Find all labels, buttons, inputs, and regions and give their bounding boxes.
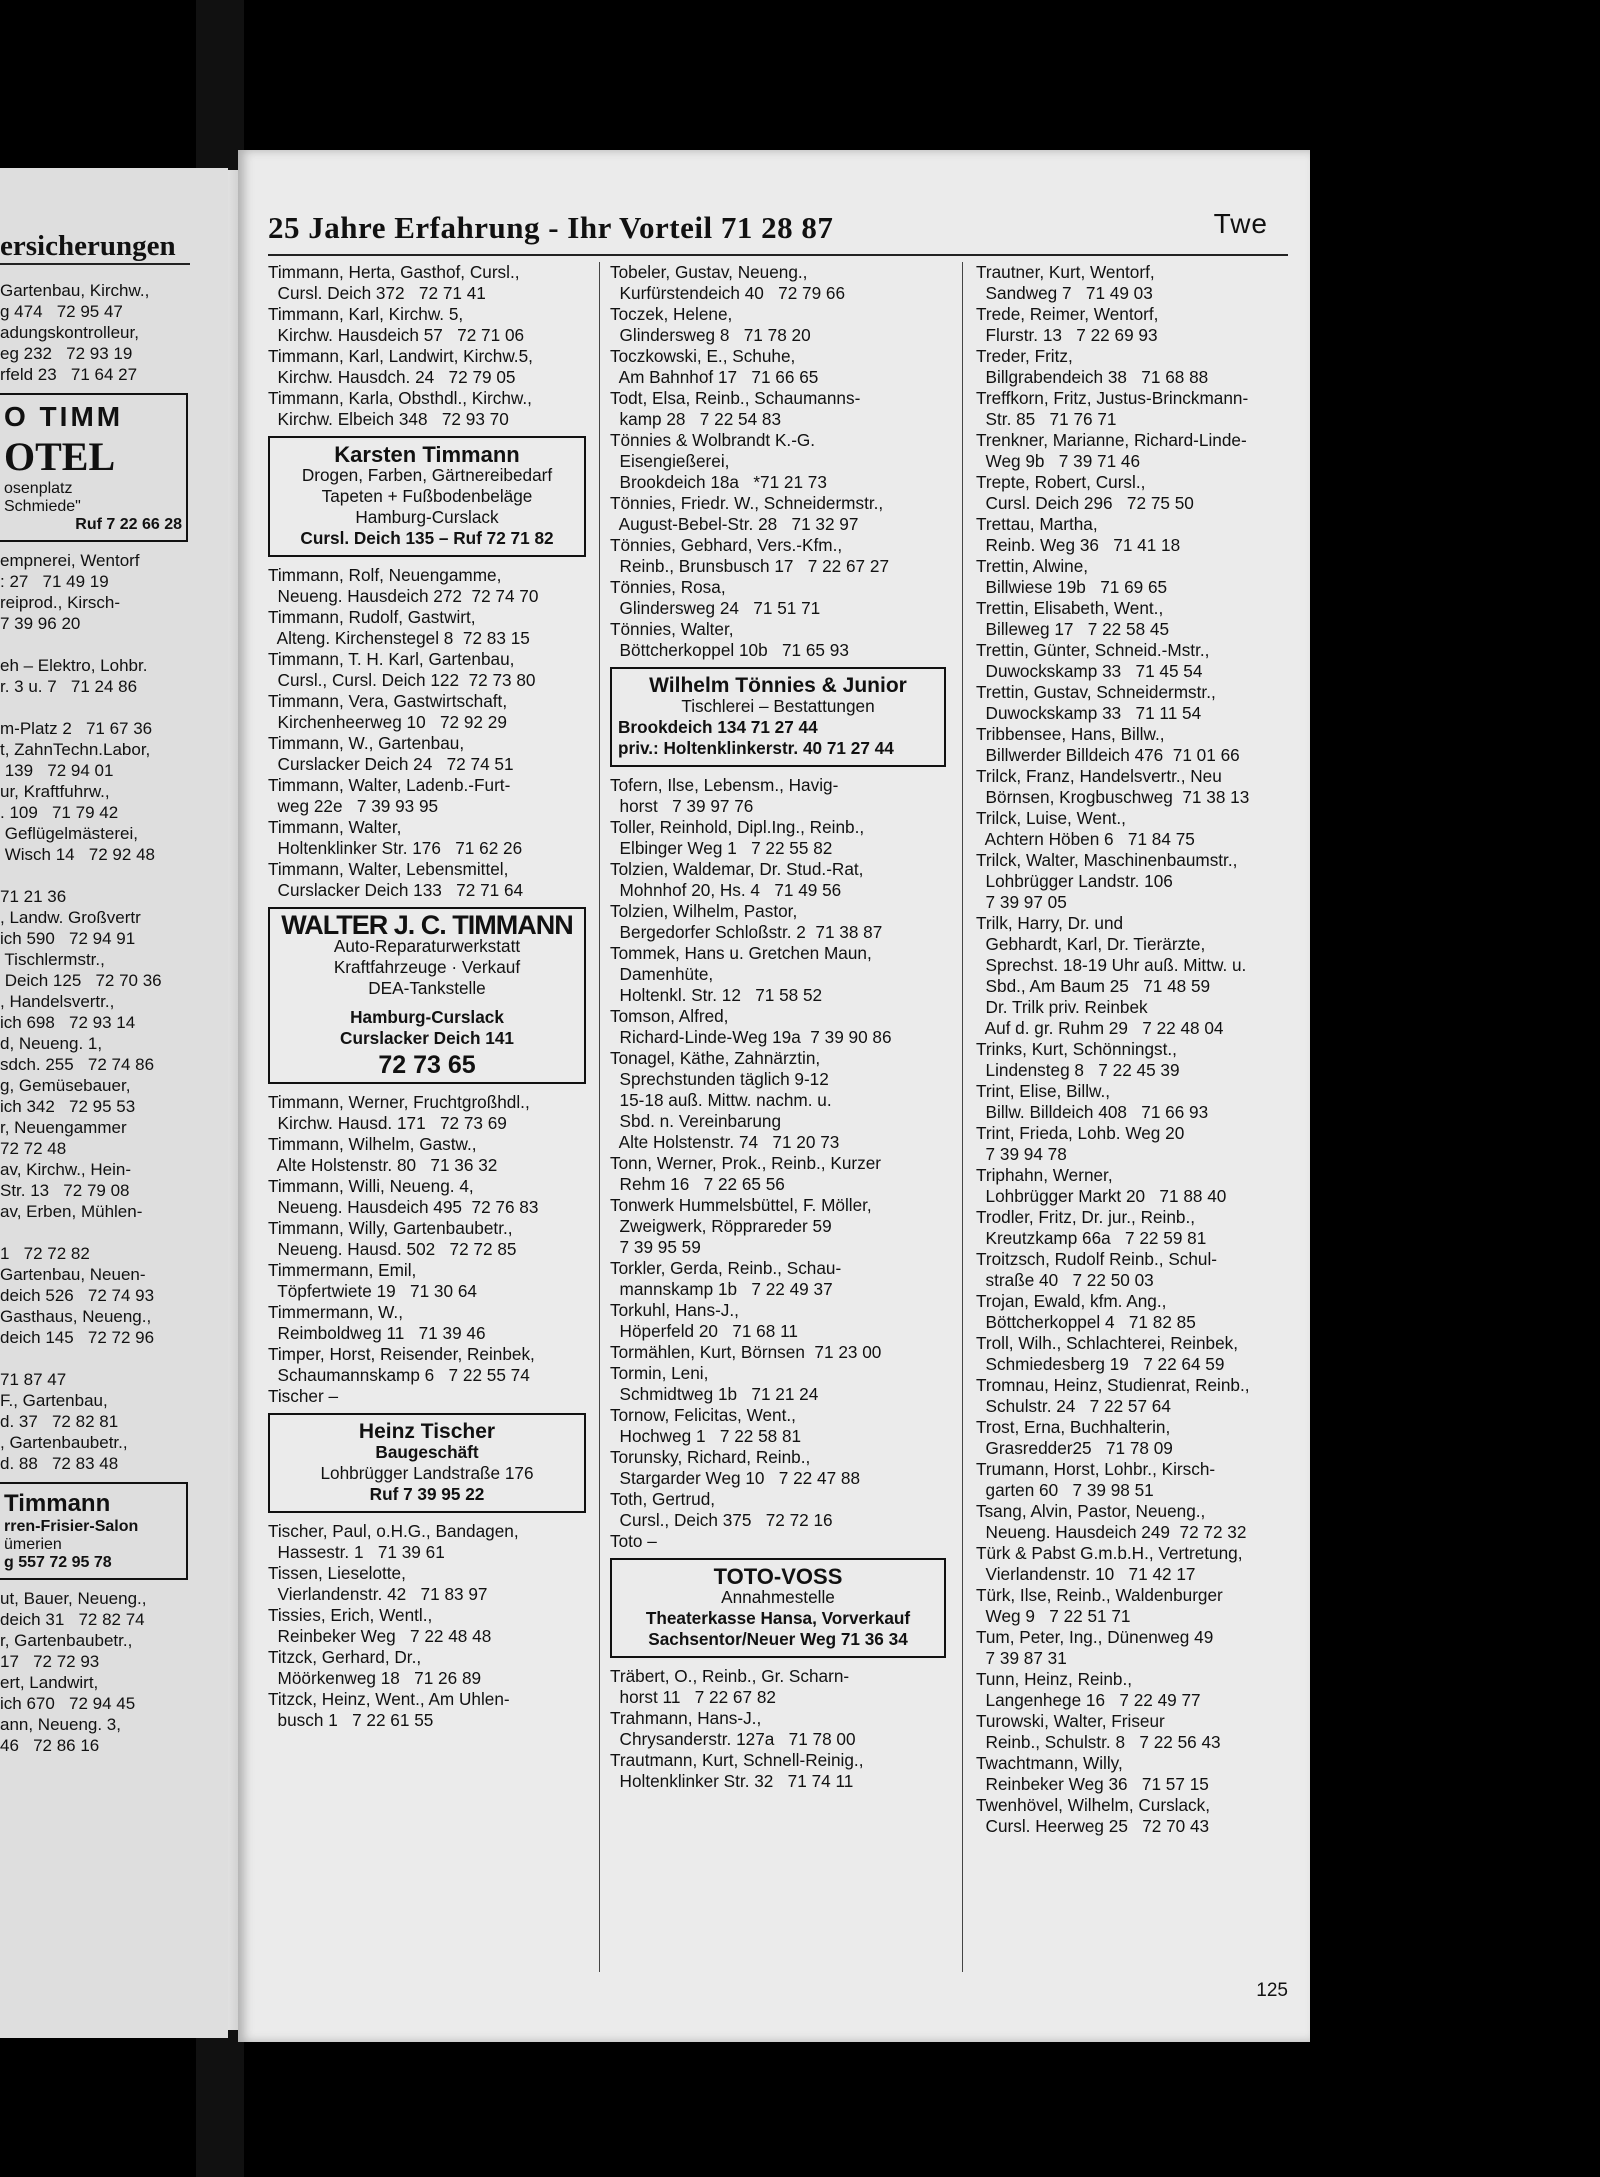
ad-line-line3: osenplatz [4, 480, 73, 497]
directory-entry: F., Gartenbau, [0, 1391, 108, 1410]
directory-entry: Tönnies, Walter, [610, 619, 734, 639]
directory-entry: Trint, Elise, Billw., [976, 1081, 1111, 1101]
directory-entry: eh – Elektro, Lohbr. [0, 656, 148, 675]
page-number: 125 [1256, 1980, 1288, 2001]
directory-entry: Geflügelmästerei, [0, 824, 138, 843]
directory-entry: Tomson, Alfred, [610, 1006, 729, 1026]
directory-entry: , Handelsvertr., [0, 992, 115, 1011]
directory-entry: reiprod., Kirsch- [0, 593, 120, 612]
ad-line-name: Wilhelm Tönnies & Junior [649, 674, 907, 697]
directory-entry: Treder, Fritz, [976, 346, 1073, 366]
directory-entry: Str. 85 71 76 71 [976, 409, 1117, 429]
ad-line-line1: Drogen, Farben, Gärtnereibedarf [301, 465, 553, 485]
directory-entry: 7 39 94 78 [976, 1144, 1067, 1164]
directory-entry: Schmidtweg 1b 71 21 24 [610, 1384, 819, 1404]
directory-entry: Richard-Linde-Weg 19a 7 39 90 86 [610, 1027, 892, 1047]
ad-line-line4: Cursl. Deich 135 – Ruf 72 71 82 [300, 528, 554, 548]
directory-entry: Sprechst. 18-19 Uhr auß. Mittw. u. [976, 955, 1247, 975]
directory-entry: Am Bahnhof 17 71 66 65 [610, 367, 819, 387]
directory-entry: Tonn, Werner, Prok., Reinb., Kurzer [610, 1153, 881, 1173]
directory-entry: Trettin, Gustav, Schneidermstr., [976, 682, 1216, 702]
directory-entry: d, Neueng. 1, [0, 1034, 103, 1053]
directory-entry: Lindensteg 8 7 22 45 39 [976, 1060, 1180, 1080]
ad-line-line5: Curslacker Deich 141 [340, 1028, 514, 1048]
directory-entry: Tischlermstr., [0, 950, 105, 969]
directory-entry: Kurfürstendeich 40 72 79 66 [610, 283, 846, 303]
directory-entry: Turowski, Walter, Friseur [976, 1711, 1165, 1731]
directory-entry: 7 39 95 59 [610, 1237, 701, 1257]
directory-entry: ur, Kraftfuhrw., [0, 782, 110, 801]
directory-entry: g, Gemüsebauer, [0, 1076, 131, 1095]
directory-entry: 17 72 72 93 [0, 1652, 100, 1671]
column-divider [599, 262, 600, 1972]
directory-entry: Alte Holstenstr. 74 71 20 73 [610, 1132, 840, 1152]
ad-line-line4: Hamburg-Curslack [350, 1007, 504, 1027]
ad-line-phone: 72 73 65 [378, 1051, 476, 1079]
directory-entry: Billwiese 19b 71 69 65 [976, 577, 1168, 597]
directory-entry: Torunsky, Richard, Reinb., [610, 1447, 811, 1467]
directory-entry: Wisch 14 72 92 48 [0, 845, 155, 864]
ad-line-line1: O TIMM [4, 401, 124, 432]
advertisement-box [0, 1482, 188, 1580]
directory-entry: Reinbeker Weg 36 71 57 15 [976, 1774, 1209, 1794]
ad-line-line2: OTEL [4, 434, 116, 479]
directory-entry: Trenkner, Marianne, Richard-Linde- [976, 430, 1247, 450]
advertisement-box [610, 667, 946, 767]
ad-line-line1: Tischlerei – Bestattungen [681, 696, 875, 716]
directory-entry: Vierlandenstr. 42 71 83 97 [268, 1584, 488, 1604]
ad-line-line2: Theaterkasse Hansa, Vorverkauf [645, 1608, 911, 1628]
directory-entry: Reinb., Brunsbusch 17 7 22 67 27 [610, 556, 890, 576]
directory-entry: Trahmann, Hans-J., [610, 1708, 762, 1728]
directory-entry: Tischer – [268, 1386, 339, 1406]
directory-entry: Lohbrügger Markt 20 71 88 40 [976, 1186, 1227, 1206]
ad-line-line2: Lohbrügger Landstraße 176 [320, 1463, 534, 1483]
left-page-entries [0, 280, 188, 1756]
directory-entry: Billgrabendeich 38 71 68 88 [976, 367, 1209, 387]
directory-entry: Tormählen, Kurt, Börnsen 71 23 00 [610, 1342, 882, 1362]
directory-entry [0, 1348, 188, 1369]
directory-entry: Mohnhof 20, Hs. 4 71 49 56 [610, 880, 842, 900]
directory-entry: 46 72 86 16 [0, 1736, 100, 1755]
directory-entry: Twachtmann, Willy, [976, 1753, 1123, 1773]
directory-entry: : 27 71 49 19 [0, 572, 109, 591]
directory-entry: Toth, Gertrud, [610, 1489, 716, 1509]
directory-entry: Tolzien, Waldemar, Dr. Stud.-Rat, [610, 859, 864, 879]
ad-line-line1: Timmann [4, 1490, 111, 1517]
directory-entry: Trojan, Ewald, kfm. Ang., [976, 1291, 1167, 1311]
directory-entry: Sandweg 7 71 49 03 [976, 283, 1153, 303]
directory-entry: Kirchenheerweg 10 72 92 29 [268, 712, 507, 732]
directory-entry: Timmann, Werner, Fruchtgroßhdl., [268, 1092, 530, 1112]
directory-entry: Gasthaus, Neueng., [0, 1307, 152, 1326]
directory-entry: Trilck, Luise, Went., [976, 808, 1126, 828]
ad-line-line1: Annahmestelle [721, 1587, 835, 1607]
directory-entry: Troll, Wilh., Schlachterei, Reinbek, [976, 1333, 1239, 1353]
directory-entry: Triphahn, Werner, [976, 1165, 1113, 1185]
directory-entry: Reimboldweg 11 71 39 46 [268, 1323, 486, 1343]
directory-entry: Duwockskamp 33 71 45 54 [976, 661, 1203, 681]
directory-entry: Grasredder25 71 78 09 [976, 1438, 1173, 1458]
directory-entry: Timmann, T. H. Karl, Gartenbau, [268, 649, 515, 669]
directory-entry: Stargarder Weg 10 7 22 47 88 [610, 1468, 861, 1488]
directory-entry: ann, Neueng. 3, [0, 1715, 121, 1734]
directory-entry: Toczkowski, E., Schuhe, [610, 346, 796, 366]
directory-entry: Kirchw. Elbeich 348 72 93 70 [268, 409, 509, 429]
directory-entry: straße 40 7 22 50 03 [976, 1270, 1154, 1290]
directory-entry: Kirchw. Hausd. 171 72 73 69 [268, 1113, 507, 1133]
ad-line-line3: ümerien [4, 1536, 62, 1553]
directory-entry: 7 39 96 20 [0, 614, 81, 633]
directory-entry: ich 698 72 93 14 [0, 1013, 136, 1032]
advertisement-box [268, 436, 586, 557]
directory-entry: Trettin, Elisabeth, Went., [976, 598, 1164, 618]
directory-entry: Neueng. Hausdeich 495 72 76 83 [268, 1197, 539, 1217]
left-page [0, 168, 228, 2038]
directory-entry: t, ZahnTechn.Labor, [0, 740, 151, 759]
ad-line-line2: Brookdeich 134 71 27 44 [618, 717, 818, 737]
directory-entry: Flurstr. 13 7 22 69 93 [976, 325, 1158, 345]
directory-entry: Tum, Peter, Ing., Dünenweg 49 [976, 1627, 1214, 1647]
directory-entry: Timmann, Walter, Ladenb.-Furt- [268, 775, 511, 795]
directory-entry: Timmann, Karl, Kirchw. 5, [268, 304, 464, 324]
directory-entry: Kirchw. Hausdch. 24 72 79 05 [268, 367, 516, 387]
directory-entry: Reinb. Weg 36 71 41 18 [976, 535, 1181, 555]
directory-entry: Sbd. n. Vereinbarung [610, 1111, 782, 1131]
directory-entry: Tobeler, Gustav, Neueng., [610, 262, 808, 282]
directory-entry: 71 21 36 [0, 887, 67, 906]
directory-entry: Trumann, Horst, Lohbr., Kirsch- [976, 1459, 1216, 1479]
directory-entry: Sbd., Am Baum 25 71 48 59 [976, 976, 1211, 996]
directory-entry: d. 88 72 83 48 [0, 1454, 119, 1473]
directory-entry: Duwockskamp 33 71 11 54 [976, 703, 1202, 723]
ad-line-line2: Tapeten + Fußbodenbeläge [321, 486, 533, 506]
directory-entry [0, 697, 188, 718]
directory-entry: ich 590 72 94 91 [0, 929, 136, 948]
directory-entry: rfeld 23 71 64 27 [0, 365, 138, 384]
directory-entry: Tönnies, Gebhard, Vers.-Kfm., [610, 535, 843, 555]
directory-entry: Billw. Billdeich 408 71 66 93 [976, 1102, 1209, 1122]
directory-entry: Tommek, Hans u. Gretchen Maun, [610, 943, 872, 963]
directory-entry: Türk, Ilse, Reinb., Waldenburger [976, 1585, 1223, 1605]
directory-entry: Torkuhl, Hans-J., [610, 1300, 739, 1320]
ad-line-name: Heinz Tischer [358, 1420, 496, 1443]
directory-entry: Weg 9 7 22 51 71 [976, 1606, 1131, 1626]
advertisement-box [268, 1413, 586, 1513]
directory-entry: August-Bebel-Str. 28 71 32 97 [610, 514, 859, 534]
directory-entry: garten 60 7 39 98 51 [976, 1480, 1154, 1500]
directory-entry: Tribbensee, Hans, Billw., [976, 724, 1165, 744]
directory-entry: adungskontrolleur, [0, 323, 139, 342]
directory-entry: 72 72 48 [0, 1139, 67, 1158]
directory-entry: Gartenbau, Neuen- [0, 1265, 146, 1284]
directory-entry [0, 1222, 188, 1243]
directory-entry: Schmiedesberg 19 7 22 64 59 [976, 1354, 1225, 1374]
directory-entry: Str. 13 72 79 08 [0, 1181, 130, 1200]
directory-entry: Timmann, Karl, Landwirt, Kirchw.5, [268, 346, 533, 366]
directory-entry: d. 37 72 82 81 [0, 1412, 119, 1431]
directory-entry: Vierlandenstr. 10 71 42 17 [976, 1564, 1196, 1584]
directory-entry: ert, Landwirt, [0, 1673, 99, 1692]
directory-entry: Elbinger Weg 1 7 22 55 82 [610, 838, 833, 858]
directory-entry: deich 526 72 74 93 [0, 1286, 155, 1305]
directory-entry: Zweigwerk, Röpprareder 59 [610, 1216, 832, 1236]
directory-entry: Schaumannskamp 6 7 22 55 74 [268, 1365, 530, 1385]
directory-entry: Töpfertwiete 19 71 30 64 [268, 1281, 477, 1301]
directory-entry: horst 11 7 22 67 82 [610, 1687, 776, 1707]
directory-entry: Toller, Reinhold, Dipl.Ing., Reinb., [610, 817, 865, 837]
directory-entry: Eisengießerei, [610, 451, 730, 471]
directory-entry: Tonagel, Käthe, Zahnärztin, [610, 1048, 821, 1068]
directory-entry: Achtern Höben 6 71 84 75 [976, 829, 1195, 849]
directory-entry [0, 865, 188, 886]
directory-entry: Billwerder Billdeich 476 71 01 66 [976, 745, 1240, 765]
directory-entry: ich 342 72 95 53 [0, 1097, 136, 1116]
directory-entry: Glindersweg 8 71 78 20 [610, 325, 811, 345]
directory-entry: Trettin, Alwine, [976, 556, 1089, 576]
ad-line-line4: g 557 72 95 78 [4, 1554, 112, 1571]
directory-entry: sdch. 255 72 74 86 [0, 1055, 155, 1074]
directory-entry: Neueng. Hausd. 502 72 72 85 [268, 1239, 517, 1259]
directory-entry: Tunn, Heinz, Reinb., [976, 1669, 1133, 1689]
column-divider [962, 262, 963, 1972]
directory-entry: r, Neuengammer [0, 1118, 127, 1137]
directory-entry: Chrysanderstr. 127a 71 78 00 [610, 1729, 856, 1749]
directory-entry: Dr. Trilk priv. Reinbek [976, 997, 1148, 1017]
directory-entry: Timmann, Walter, Lebensmittel, [268, 859, 509, 879]
directory-entry: Timmann, Vera, Gastwirtschaft, [268, 691, 508, 711]
right-page [238, 150, 1310, 2042]
directory-entry: Tissen, Lieselotte, [268, 1563, 406, 1583]
directory-column-3 [976, 262, 1294, 1837]
ad-line-line2: Kraftfahrzeuge · Verkauf [333, 957, 521, 977]
directory-entry: Timmann, Wilhelm, Gastw., [268, 1134, 477, 1154]
directory-entry: Börnsen, Krogbuschweg 71 38 13 [976, 787, 1250, 807]
directory-entry: Titzck, Gerhard, Dr., [268, 1647, 422, 1667]
directory-entry: av, Kirchw., Hein- [0, 1160, 132, 1179]
directory-entry: Tolzien, Wilhelm, Pastor, [610, 901, 798, 921]
directory-entry: Tonwerk Hummelsbüttel, F. Möller, [610, 1195, 872, 1215]
directory-entry: Langenhege 16 7 22 49 77 [976, 1690, 1201, 1710]
directory-entry: Trilck, Franz, Handelsvertr., Neu [976, 766, 1222, 786]
directory-entry: Holtenklinker Str. 176 71 62 26 [268, 838, 523, 858]
directory-entry: Cursl. Deich 296 72 75 50 [976, 493, 1194, 513]
directory-entry: Timmann, W., Gartenbau, [268, 733, 465, 753]
directory-entry: empnerei, Wentorf [0, 551, 140, 570]
ad-line-line3: priv.: Holtenklinkerstr. 40 71 27 44 [618, 738, 894, 758]
page-header [268, 208, 1288, 256]
header-slogan: 25 Jahre Erfahrung - Ihr Vorteil 71 28 87 [268, 210, 834, 245]
directory-entry: Schulstr. 24 7 22 57 64 [976, 1396, 1171, 1416]
advertisement-box [268, 907, 586, 1084]
directory-entry: Titzck, Heinz, Went., Am Uhlen- [268, 1689, 510, 1709]
ad-line-line2: rren-Frisier-Salon [4, 1518, 139, 1535]
directory-entry: Tönnies & Wolbrandt K.-G. [610, 430, 816, 450]
directory-entry: Troitzsch, Rudolf Reinb., Schul- [976, 1249, 1218, 1269]
directory-entry: Träbert, O., Reinb., Gr. Scharn- [610, 1666, 850, 1686]
ad-line-line1: Auto-Reparaturwerkstatt [333, 936, 521, 956]
directory-entry [0, 634, 188, 655]
directory-entry: ut, Bauer, Neueng., [0, 1589, 147, 1608]
directory-entry: Damenhüte, [610, 964, 714, 984]
directory-entry: Rehm 16 7 22 65 56 [610, 1174, 785, 1194]
header-alpha-tag: Twe [1213, 208, 1268, 239]
directory-entry: Timmermann, Emil, [268, 1260, 417, 1280]
directory-entry: Hassestr. 1 71 39 61 [268, 1542, 445, 1562]
directory-entry: Toczek, Helene, [610, 304, 733, 324]
ad-line-line3: Ruf 7 39 95 22 [369, 1484, 485, 1504]
directory-entry: Bergedorfer Schloßstr. 2 71 38 87 [610, 922, 883, 942]
directory-entry: Türk & Pabst G.m.b.H., Vertretung, [976, 1543, 1243, 1563]
directory-entry: 1 72 72 82 [0, 1244, 90, 1263]
directory-entry: Gartenbau, Kirchw., [0, 281, 150, 300]
directory-entry: Reinbeker Weg 7 22 48 48 [268, 1626, 492, 1646]
directory-column-1 [268, 262, 586, 1731]
directory-entry: Weg 9b 7 39 71 46 [976, 451, 1141, 471]
directory-entry: ich 670 72 94 45 [0, 1694, 136, 1713]
ad-line-line5: Ruf 7 22 66 28 [75, 516, 182, 533]
directory-entry: Cursl., Cursl. Deich 122 72 73 80 [268, 670, 536, 690]
directory-entry: Trepte, Robert, Cursl., [976, 472, 1146, 492]
directory-entry: Auf d. gr. Ruhm 29 7 22 48 04 [976, 1018, 1224, 1038]
directory-entry: Cursl., Deich 375 72 72 16 [610, 1510, 833, 1530]
directory-entry: 71 87 47 [0, 1370, 67, 1389]
directory-entry: , Gartenbaubetr., [0, 1433, 128, 1452]
directory-entry: eg 232 72 93 19 [0, 344, 133, 363]
ad-line-line1: Baugeschäft [375, 1442, 479, 1462]
directory-entry: Timmann, Willi, Neueng. 4, [268, 1176, 474, 1196]
directory-entry: busch 1 7 22 61 55 [268, 1710, 434, 1730]
directory-entry: Trautner, Kurt, Wentorf, [976, 262, 1155, 282]
directory-entry: Alte Holstenstr. 80 71 36 32 [268, 1155, 498, 1175]
directory-entry: . 109 71 79 42 [0, 803, 119, 822]
directory-entry: Tofern, Ilse, Lebensm., Havig- [610, 775, 839, 795]
ad-line-name: WALTER J. C. TIMMANN [281, 910, 573, 940]
directory-entry: 7 39 97 05 [976, 892, 1067, 912]
directory-entry: Trilk, Harry, Dr. und [976, 913, 1124, 933]
ad-line-line3: Hamburg-Curslack [355, 507, 499, 527]
directory-entry: Timmann, Karla, Obsthdl., Kirchw., [268, 388, 532, 408]
directory-entry: Holtenklinker Str. 32 71 74 11 [610, 1771, 854, 1791]
directory-entry: Tischer, Paul, o.H.G., Bandagen, [268, 1521, 519, 1541]
directory-entry: Curslacker Deich 24 72 74 51 [268, 754, 514, 774]
directory-entry: Hochweg 1 7 22 58 81 [610, 1426, 802, 1446]
directory-entry: Tsang, Alvin, Pastor, Neueng., [976, 1501, 1206, 1521]
directory-entry: Timmann, Herta, Gasthof, Cursl., [268, 262, 520, 282]
directory-entry: Trint, Frieda, Lohb. Weg 20 [976, 1123, 1185, 1143]
directory-entry: Toto – [610, 1531, 657, 1551]
directory-entry: Torkler, Gerda, Reinb., Schau- [610, 1258, 842, 1278]
directory-entry: Lohbrügger Landstr. 106 [976, 871, 1173, 891]
directory-entry: mannskamp 1b 7 22 49 37 [610, 1279, 833, 1299]
directory-entry: Gebhardt, Karl, Dr. Tierärzte, [976, 934, 1206, 954]
advertisement-box [0, 393, 188, 542]
directory-entry: Timmann, Walter, [268, 817, 402, 837]
directory-entry: Böttcherkoppel 10b 71 65 93 [610, 640, 849, 660]
directory-column-2 [610, 262, 946, 1792]
directory-entry: Kreutzkamp 66a 7 22 59 81 [976, 1228, 1207, 1248]
directory-entry: deich 145 72 72 96 [0, 1328, 155, 1347]
directory-entry: Trinks, Kurt, Schönningst., [976, 1039, 1177, 1059]
directory-entry: 15-18 auß. Mittw. nachm. u. [610, 1090, 832, 1110]
directory-entry: Trautmann, Kurt, Schnell-Reinig., [610, 1750, 864, 1770]
left-page-title: ersicherungen [0, 230, 176, 262]
directory-entry: Deich 125 72 70 36 [0, 971, 162, 990]
directory-entry: Tromnau, Heinz, Studienrat, Reinb., [976, 1375, 1250, 1395]
directory-entry: Tönnies, Friedr. W., Schneidermstr., [610, 493, 884, 513]
directory-entry: Neueng. Hausdeich 272 72 74 70 [268, 586, 539, 606]
directory-entry: r, Gartenbaubetr., [0, 1631, 133, 1650]
directory-entry: Tornow, Felicitas, Went., [610, 1405, 796, 1425]
directory-entry: Möörkenweg 18 71 26 89 [268, 1668, 482, 1688]
directory-entry: 7 39 87 31 [976, 1648, 1067, 1668]
directory-entry: Höperfeld 20 71 68 11 [610, 1321, 798, 1341]
directory-entry: Kirchw. Hausdeich 57 72 71 06 [268, 325, 525, 345]
directory-entry: Böttcherkoppel 4 71 82 85 [976, 1312, 1196, 1332]
directory-entry: Trede, Reimer, Wentorf, [976, 304, 1159, 324]
directory-entry: Curslacker Deich 133 72 71 64 [268, 880, 524, 900]
directory-entry: Timmermann, W., [268, 1302, 403, 1322]
directory-entry: Trodler, Fritz, Dr. jur., Reinb., [976, 1207, 1196, 1227]
directory-entry: Brookdeich 18a *71 21 73 [610, 472, 827, 492]
directory-entry: 139 72 94 01 [0, 761, 114, 780]
directory-entry: Billeweg 17 7 22 58 45 [976, 619, 1170, 639]
directory-entry: Cursl. Deich 372 72 71 41 [268, 283, 486, 303]
directory-entry: Holtenkl. Str. 12 71 58 52 [610, 985, 823, 1005]
ad-line-line3: DEA-Tankstelle [368, 978, 486, 998]
directory-entry: Timper, Horst, Reisender, Reinbek, [268, 1344, 535, 1364]
directory-entry: Timmann, Rolf, Neuengamme, [268, 565, 502, 585]
directory-entry: av, Erben, Mühlen- [0, 1202, 143, 1221]
ad-line-name: Karsten Timmann [334, 442, 520, 467]
ad-line-line4: Schmiede" [4, 498, 81, 515]
directory-entry: Alteng. Kirchenstegel 8 72 83 15 [268, 628, 530, 648]
directory-entry: Glindersweg 24 71 51 71 [610, 598, 821, 618]
directory-entry: Timmann, Willy, Gartenbaubetr., [268, 1218, 513, 1238]
directory-entry: Twenhövel, Wilhelm, Curslack, [976, 1795, 1211, 1815]
directory-entry: Trettau, Martha, [976, 514, 1098, 534]
directory-entry: Cursl. Heerweg 25 72 70 43 [976, 1816, 1210, 1836]
ad-line-line3: Sachsentor/Neuer Weg 71 36 34 [648, 1629, 908, 1649]
directory-entry: Trettin, Günter, Schneid.-Mstr., [976, 640, 1210, 660]
directory-entry: kamp 28 7 22 54 83 [610, 409, 782, 429]
directory-entry: Reinb., Schulstr. 8 7 22 56 43 [976, 1732, 1221, 1752]
directory-entry: Neueng. Hausdeich 249 72 72 32 [976, 1522, 1247, 1542]
directory-entry: Todt, Elsa, Reinb., Schaumanns- [610, 388, 861, 408]
directory-entry: Tormin, Leni, [610, 1363, 709, 1383]
directory-entry: Sprechstunden täglich 9-12 [610, 1069, 829, 1089]
directory-entry: m-Platz 2 71 67 36 [0, 719, 153, 738]
directory-entry: Tissies, Erich, Wentl., [268, 1605, 433, 1625]
directory-entry: , Landw. Großvertr [0, 908, 141, 927]
directory-entry: r. 3 u. 7 71 24 86 [0, 677, 138, 696]
directory-entry: Timmann, Rudolf, Gastwirt, [268, 607, 476, 627]
directory-entry: horst 7 39 97 76 [610, 796, 754, 816]
directory-entry: weg 22e 7 39 93 95 [268, 796, 439, 816]
ad-line-name: TOTO-VOSS [713, 1564, 843, 1589]
directory-entry: Tönnies, Rosa, [610, 577, 726, 597]
directory-entry: deich 31 72 82 74 [0, 1610, 145, 1629]
advertisement-box [610, 1558, 946, 1658]
directory-entry: Trilck, Walter, Maschinenbaumstr., [976, 850, 1238, 870]
directory-entry: Trost, Erna, Buchhalterin, [976, 1417, 1171, 1437]
directory-entry: Treffkorn, Fritz, Justus-Brinckmann- [976, 388, 1249, 408]
directory-entry: g 474 72 95 47 [0, 302, 123, 321]
